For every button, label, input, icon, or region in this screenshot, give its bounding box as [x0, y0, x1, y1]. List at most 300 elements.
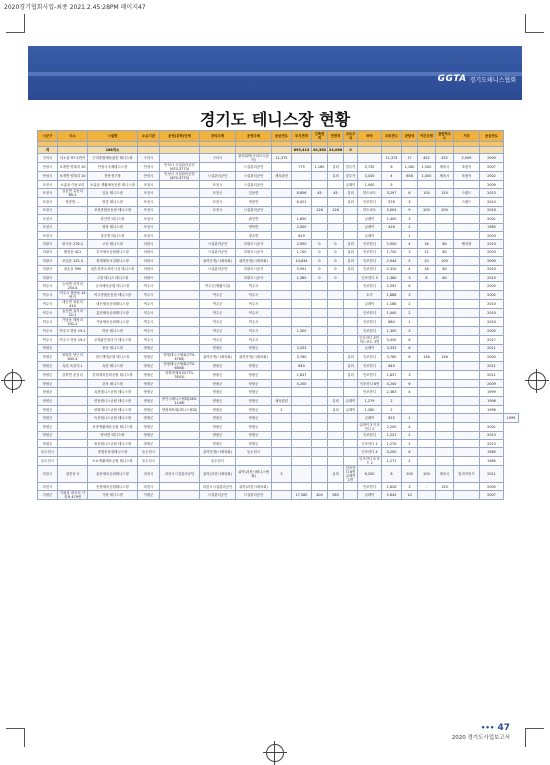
table-cell	[160, 344, 200, 352]
table-cell: 과천시	[138, 482, 160, 490]
table-cell: 여주시	[138, 327, 160, 335]
table-cell: 클레이	[344, 405, 358, 413]
table-cell	[236, 456, 272, 465]
table-cell	[328, 309, 344, 318]
tennis-court-table-wrap	[37, 130, 519, 500]
table-cell: 1,600	[292, 215, 312, 223]
table-cell	[312, 362, 328, 371]
table-cell: 과천시	[138, 465, 160, 482]
table-cell: 3	[272, 465, 292, 482]
table-cell: 2,200	[382, 422, 402, 431]
table-cell: 1,188	[382, 300, 402, 309]
table-cell: 용인시테니스협회(265-1149)	[160, 396, 200, 405]
table-cell	[312, 282, 328, 291]
table-cell: 3	[402, 215, 418, 223]
table-cell	[272, 362, 292, 371]
table-cell: 1	[402, 231, 418, 239]
table-cell: 2010	[480, 240, 504, 248]
table-cell	[418, 456, 436, 465]
table-cell: 실외	[344, 371, 358, 380]
table-cell	[160, 482, 200, 490]
table-cell: 동두천시	[138, 448, 160, 456]
table-cell	[160, 327, 200, 335]
page-number: ••• 47	[480, 723, 510, 733]
table-cell: 실외	[328, 465, 344, 482]
table-cell: 인조잔디 4	[358, 448, 382, 456]
table-cell: 인조잔디	[358, 282, 382, 291]
table-cell	[418, 327, 436, 335]
registration-mark-left	[4, 372, 22, 390]
table-cell: 양평군	[138, 344, 160, 352]
table-cell	[344, 282, 358, 291]
table-cell: 인조잔디 2	[358, 440, 382, 448]
table-cell: 3	[402, 248, 418, 256]
column-header: 시군구	[38, 131, 58, 142]
table-cell	[292, 431, 312, 439]
table-cell	[272, 380, 292, 388]
table-cell	[328, 291, 344, 300]
table-cell	[328, 215, 344, 223]
total-cell: 188개소	[88, 147, 138, 154]
table-cell: 실외	[344, 198, 358, 206]
table-cell: 11,373	[272, 154, 292, 163]
table-cell	[312, 353, 328, 362]
table-cell: 양평군	[38, 362, 58, 371]
table-cell: 클레이	[358, 223, 382, 231]
table-row	[38, 300, 519, 309]
table-row	[38, 448, 519, 456]
table-cell	[200, 215, 236, 223]
table-cell	[436, 282, 454, 291]
table-cell: 가평군	[138, 491, 160, 500]
table-cell: 2003	[480, 231, 504, 239]
table-cell: 청계체육시설테니스장	[88, 257, 138, 265]
table-cell: 의왕시	[38, 273, 58, 281]
table-cell: 양평군	[138, 431, 160, 439]
table-row	[38, 353, 519, 362]
table-cell: 영북면	[236, 223, 272, 231]
table-cell	[418, 405, 436, 413]
table-cell	[160, 240, 200, 248]
table-cell: 640	[382, 362, 402, 371]
table-cell: 8	[382, 465, 402, 482]
table-cell	[292, 154, 312, 163]
table-cell: 양평군	[138, 371, 160, 380]
table-cell: 양평군	[200, 405, 236, 413]
table-cell	[480, 414, 504, 422]
table-cell: 소흘읍 이동교리	[58, 181, 88, 189]
table-cell	[272, 318, 292, 327]
table-cell: 20	[418, 257, 436, 265]
table-cell	[292, 206, 312, 214]
table-cell: 200	[418, 206, 436, 214]
table-cell: 3	[402, 327, 418, 335]
table-cell	[200, 231, 236, 239]
table-cell	[328, 388, 344, 396]
table-cell: 인조잔디	[358, 388, 382, 396]
table-cell	[436, 456, 454, 465]
table-cell	[436, 309, 454, 318]
table-cell: 사노동 97-1번지	[58, 154, 88, 163]
table-row	[38, 198, 519, 206]
table-cell: 양평읍 양근리 645-4	[58, 353, 88, 362]
table-cell: 1,360	[382, 273, 402, 281]
table-cell: 404	[312, 491, 328, 500]
table-cell	[58, 414, 88, 422]
table-cell: 옥천 옥천리 1	[58, 362, 88, 371]
table-cell: 양평군	[38, 344, 58, 352]
page-number-value: 47	[497, 723, 510, 733]
table-cell: 의왕도시공사	[236, 248, 272, 256]
table-row	[38, 240, 519, 248]
table-cell: 1,837	[292, 371, 312, 380]
table-cell	[436, 388, 454, 396]
table-cell: 양평군	[138, 405, 160, 413]
table-cell: 포천종합운동장 테니스장	[88, 206, 138, 214]
table-cell: 452	[418, 154, 436, 163]
table-cell	[272, 181, 292, 189]
table-cell: 구리시	[138, 154, 160, 163]
table-row	[38, 465, 519, 482]
table-cell: 여주군	[200, 300, 236, 309]
table-row	[38, 431, 519, 439]
table-cell	[418, 231, 436, 239]
table-cell: 인조잔디	[358, 240, 382, 248]
table-cell: 시설관리공단	[200, 265, 236, 273]
table-cell: 18	[418, 265, 436, 273]
table-cell: 창수면 테니스장	[88, 231, 138, 239]
table-cell: 4	[402, 388, 418, 396]
table-cell: 인조잔디 6 하드 2	[359, 456, 380, 465]
table-cell	[328, 380, 344, 388]
table-row	[38, 482, 519, 490]
table-cell	[272, 265, 292, 273]
table-cell: 0	[312, 240, 328, 248]
table-cell	[454, 215, 480, 223]
table-cell: 양평군	[38, 353, 58, 362]
table-cell: 1	[402, 318, 418, 327]
table-cell: 여주시	[38, 291, 58, 300]
table-cell	[328, 431, 344, 439]
table-cell: 양평군	[200, 380, 236, 388]
page-footer	[412, 723, 510, 741]
table-cell: 156	[436, 353, 454, 362]
table-cell	[292, 181, 312, 189]
table-cell: 6	[402, 282, 418, 291]
table-cell	[160, 223, 200, 231]
table-cell: 앙투카	[344, 172, 358, 181]
table-cell	[418, 309, 436, 318]
table-cell: 체육시	[436, 163, 454, 172]
table-cell: 2,363	[382, 388, 402, 396]
table-cell: 8,856	[292, 189, 312, 198]
table-cell	[292, 405, 312, 413]
column-header: 운영(위탁)단체	[160, 131, 200, 142]
table-cell: 2011	[480, 344, 504, 352]
table-cell	[454, 371, 480, 380]
table-cell	[292, 291, 312, 300]
table-cell: 관인면	[236, 215, 272, 223]
table-cell: 156	[418, 353, 436, 362]
table-cell: 가평군	[38, 491, 58, 500]
total-cell	[160, 147, 200, 154]
table-cell	[328, 353, 344, 362]
table-cell: 독산테니스공원 테니스장	[88, 414, 138, 422]
table-cell: 1,360	[292, 273, 312, 281]
table-cell	[292, 440, 312, 448]
table-cell: 체육시	[436, 172, 454, 181]
table-cell: 60	[436, 248, 454, 256]
table-cell	[160, 414, 200, 422]
table-row	[38, 163, 519, 172]
table-cell	[200, 273, 236, 281]
table-cell: 일동면	[236, 189, 272, 198]
table-cell	[58, 440, 88, 448]
table-cell: 클레이	[358, 491, 382, 500]
table-cell: 위탁(과천시체육회)	[236, 482, 272, 490]
table-cell: 5	[402, 257, 418, 265]
table-cell	[160, 231, 200, 239]
table-cell: 의왕도시공사	[236, 265, 272, 273]
table-cell: 2010	[480, 265, 504, 273]
table-cell	[272, 482, 292, 490]
table-cell	[418, 431, 436, 439]
table-cell	[58, 344, 88, 352]
table-cell: 1,837	[382, 371, 402, 380]
column-header: 시설명	[88, 131, 138, 142]
table-cell	[160, 215, 200, 223]
table-cell	[272, 300, 292, 309]
table-row	[38, 422, 519, 431]
table-cell	[312, 327, 328, 335]
table-cell: 여주시	[236, 335, 272, 344]
table-cell	[454, 491, 480, 500]
table-cell: 6,421	[292, 198, 312, 206]
table-cell	[344, 318, 358, 327]
table-cell: 위탁(과천시체육회)	[200, 465, 236, 482]
table-cell: 인조잔디	[358, 482, 382, 490]
table-cell: 11,373	[382, 154, 402, 163]
table-cell: 3	[402, 371, 418, 380]
table-cell	[344, 482, 358, 490]
table-cell: 3,333	[382, 344, 402, 352]
table-cell: 체육시	[436, 465, 454, 482]
table-cell: 인조잔디 8면 클레이 1면	[344, 465, 358, 482]
table-cell: 인조잔디	[358, 327, 382, 335]
table-cell: 클레이	[358, 231, 382, 239]
table-cell	[454, 265, 480, 273]
table-cell: 658	[402, 172, 418, 181]
column-header: 클럽하우스	[436, 131, 454, 142]
table-cell	[454, 318, 480, 327]
table-cell: 여주시	[236, 300, 272, 309]
table-cell	[272, 273, 292, 281]
table-cell: 629	[292, 231, 312, 239]
table-cell: 영중면 ...	[58, 198, 88, 206]
table-cell: 0	[312, 257, 328, 265]
table-cell: 고천 테니스장	[88, 240, 138, 248]
table-cell: 가남읍 태평리 532-2	[58, 318, 88, 327]
table-cell: 1999	[480, 388, 504, 396]
registration-mark-bottom	[266, 744, 284, 762]
table-cell: 0	[312, 248, 328, 256]
table-cell: 1,888	[382, 291, 402, 300]
table-cell: 1,271	[382, 456, 402, 465]
table-cell	[312, 318, 328, 327]
table-cell: 의왕도시공사	[236, 240, 272, 248]
table-cell	[312, 198, 328, 206]
table-cell: 2002	[480, 172, 504, 181]
table-cell: 452	[436, 154, 454, 163]
table-cell: 4,430	[382, 335, 402, 344]
table-cell: 2	[402, 223, 418, 231]
table-cell: 오학맑은물다기 테니스장	[88, 335, 138, 344]
total-cell: 0	[344, 147, 358, 154]
table-cell: 2003	[480, 248, 504, 256]
table-cell	[454, 206, 480, 214]
table-cell	[272, 282, 292, 291]
table-cell: 종합운동장테니스장	[88, 448, 138, 456]
association-logo	[438, 74, 516, 84]
table-cell: 양평군	[38, 431, 58, 439]
table-cell	[418, 181, 436, 189]
table-cell: 576	[382, 198, 402, 206]
table-cell: 포천시	[200, 198, 236, 206]
table-cell: 2	[382, 405, 402, 413]
table-cell	[292, 422, 312, 431]
table-cell: 2017	[480, 335, 504, 344]
table-cell	[58, 273, 88, 281]
table-cell: 동두천시	[138, 456, 160, 465]
table-cell	[344, 291, 358, 300]
table-cell: 포천시	[138, 189, 160, 198]
table-cell: 2,950	[292, 240, 312, 248]
table-cell: 동두천시	[236, 448, 272, 456]
table-cell: 흥천체육공원테니스장	[88, 309, 138, 318]
table-cell: 인조잔디	[358, 309, 382, 318]
table-cell: 6	[402, 344, 418, 352]
table-cell	[418, 198, 436, 206]
table-cell: 인조잔디 3	[358, 273, 382, 281]
total-cell: 40,362	[313, 148, 327, 152]
table-cell: 클레이	[344, 181, 358, 189]
table-cell	[436, 181, 454, 189]
table-row	[38, 318, 519, 327]
table-cell	[328, 327, 344, 335]
table-cell: 내손동 590	[58, 265, 88, 273]
table-cell	[436, 414, 454, 422]
table-cell	[58, 422, 88, 431]
table-cell	[436, 198, 454, 206]
table-cell: 인조잔디	[358, 353, 382, 362]
logo-name: 경기도테니스협회	[469, 76, 516, 84]
table-cell	[292, 282, 312, 291]
table-cell	[292, 396, 312, 405]
table-cell	[312, 388, 328, 396]
table-cell: 2,950	[382, 240, 402, 248]
table-cell: 양평군	[138, 362, 160, 371]
table-cell: 8	[382, 163, 402, 172]
crop-mark-bottom-left	[6, 728, 25, 747]
table-cell	[272, 371, 292, 380]
table-cell: 580	[328, 491, 344, 500]
table-cell	[292, 456, 312, 465]
table-row	[38, 362, 519, 371]
table-cell	[200, 223, 236, 231]
table-cell	[344, 422, 358, 431]
table-cell: 100	[436, 257, 454, 265]
table-cell: 6	[402, 189, 418, 198]
table-cell	[292, 414, 312, 422]
table-cell: 60	[436, 273, 454, 281]
column-header: 부지면적	[292, 131, 312, 142]
table-cell: 여주시	[38, 282, 58, 291]
table-cell	[312, 300, 328, 309]
table-cell: 의왕시	[38, 240, 58, 248]
table-cell	[328, 154, 344, 163]
table-cell	[454, 300, 480, 309]
header-band	[28, 46, 522, 100]
table-cell: 양평군	[236, 396, 272, 405]
table-cell	[402, 405, 418, 413]
table-cell: 3,780	[382, 353, 402, 362]
table-cell: 양평군	[138, 388, 160, 396]
table-cell: 126	[328, 206, 344, 214]
table-cell: 여주군	[200, 335, 236, 344]
table-cell: 안성시 시설관리공단(670-3773)	[160, 163, 200, 172]
table-cell: 여주시	[236, 309, 272, 318]
table-cell: 안성시국제테니스장	[88, 163, 138, 172]
table-row	[38, 291, 519, 300]
table-cell: 2	[402, 456, 418, 465]
table-cell: 소요생활체육공원 테니스장	[88, 456, 138, 465]
table-cell	[58, 431, 88, 439]
table-cell: 가평읍 대곡리 가정 8 470번	[58, 491, 88, 500]
table-cell: 체육관련	[272, 172, 292, 181]
table-cell: 포천시	[138, 223, 160, 231]
table-cell	[160, 291, 200, 300]
table-cell	[160, 309, 200, 318]
table-cell	[312, 181, 328, 189]
table-cell: 강하체육문화공원 테니스장	[88, 371, 138, 380]
table-cell	[328, 231, 344, 239]
table-cell	[418, 448, 436, 456]
column-header: 바닥	[358, 131, 382, 142]
table-cell	[436, 448, 454, 456]
table-cell: 2,009	[454, 154, 480, 163]
table-cell: 양평군	[200, 388, 236, 396]
table-cell: 동두천시	[38, 448, 58, 456]
table-cell: 체육관련	[272, 396, 292, 405]
table-cell: 양동테니스공원 테니스장	[88, 396, 138, 405]
table-cell: 여주시	[236, 282, 272, 291]
total-cell	[454, 147, 480, 154]
table-cell: 6	[402, 380, 418, 388]
total-cell	[480, 147, 504, 154]
table-cell	[160, 422, 200, 431]
table-cell: 양평군	[38, 405, 58, 413]
table-cell: 시설관리공단	[200, 491, 236, 500]
table-cell: 80	[436, 265, 454, 273]
table-cell: 포천시	[200, 181, 236, 189]
table-cell: 200	[402, 465, 418, 482]
table-cell	[272, 189, 292, 198]
total-cell	[138, 147, 160, 154]
table-cell	[454, 344, 480, 352]
table-cell	[344, 327, 358, 335]
table-cell: 45	[328, 189, 344, 198]
table-cell	[328, 371, 344, 380]
